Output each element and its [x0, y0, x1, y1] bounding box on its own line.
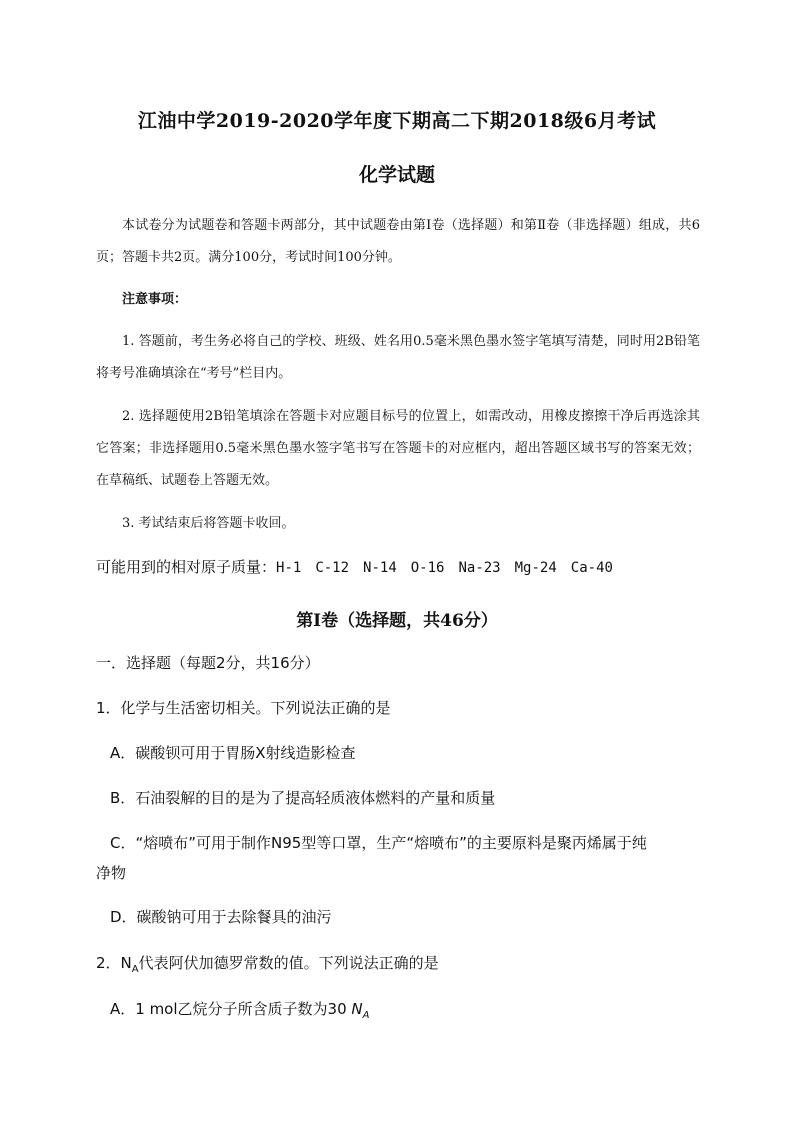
mass-na: Na-23	[458, 560, 501, 576]
note-item-3: 3. 考试结束后将答题卡收回。	[122, 516, 295, 531]
question-1-option-c	[96, 828, 708, 888]
question-1-option-c-line1: C．“熔喷布”可用于制作N95型等口罩，生产“熔喷布”的主要原料是聚丙烯属于纯	[110, 834, 647, 852]
exam-title: 江油中学2019-2020学年度下期高二下期2018级6月考试	[137, 110, 657, 132]
note-item-1: 1. 答题前，考生务必将自己的学校、班级、姓名用0.5毫米黑色墨水签字笔填写清楚，同时用2B铅笔将考号准确填涂在“考号”栏目内。	[96, 334, 700, 381]
notes-heading: 注意事项：	[122, 292, 188, 307]
question-1-option-b: B．石油裂解的目的是为了提高轻质液体燃料的产量和质量	[110, 789, 496, 807]
question-2-text: 代表阿伏加德罗常数的值。下列说法正确的是	[138, 954, 439, 972]
question-1-option-d: D．碳酸钠可用于去除餐具的油污	[110, 908, 332, 926]
avogadro-symbol: N	[120, 954, 132, 972]
intro-paragraph: 本试卷分为试题卷和答题卡两部分，其中试题卷由第Ⅰ卷（选择题）和第Ⅱ卷（非选择题）组成，共6页；答题卡共2页。满分100分，考试时间100分钟。	[96, 218, 700, 265]
mass-o: O-16	[410, 560, 445, 576]
question-2-number: 2．	[96, 954, 121, 972]
exam-subtitle: 化学试题	[358, 164, 435, 186]
atomic-masses	[96, 556, 627, 577]
avogadro-subscript: A	[131, 964, 139, 975]
question-1-option-c-line2: 净物	[96, 864, 127, 882]
mass-mg: Mg-24	[514, 560, 557, 576]
question-2-stem	[96, 948, 708, 985]
question-2-option-a-text: A．1 mol乙烷分子所含质子数为30	[110, 1000, 352, 1018]
part-title: 第Ⅰ卷（选择题，共46分）	[296, 611, 498, 631]
question-2-option-a	[96, 994, 708, 1031]
atomic-masses-label: 可能用到的相对原子质量：	[96, 558, 277, 576]
question-1-option-a: A．碳酸钡可用于胃肠X射线造影检查	[110, 744, 356, 762]
mass-ca: Ca-40	[570, 560, 613, 576]
avogadro-symbol-italic: N	[351, 1000, 363, 1018]
question-1-stem: 1．化学与生活密切相关。下列说法正确的是	[96, 699, 391, 717]
mass-h: H-1	[276, 560, 302, 576]
section-heading: 一．选择题（每题2分，共16分）	[96, 654, 320, 672]
avogadro-subscript-italic: A	[362, 1010, 370, 1021]
mass-c: C-12	[315, 560, 350, 576]
note-item-2: 2. 选择题使用2B铅笔填涂在答题卡对应题目标号的位置上，如需改动，用橡皮擦擦干净后再选涂其它答案；非选择题用0.5毫米黑色墨水签字笔书写在答题卡的对应框内，超出答题区域书写的答案无效；在草稿纸、试题卷上答题无效。	[96, 409, 700, 488]
mass-n: N-14	[363, 560, 397, 576]
